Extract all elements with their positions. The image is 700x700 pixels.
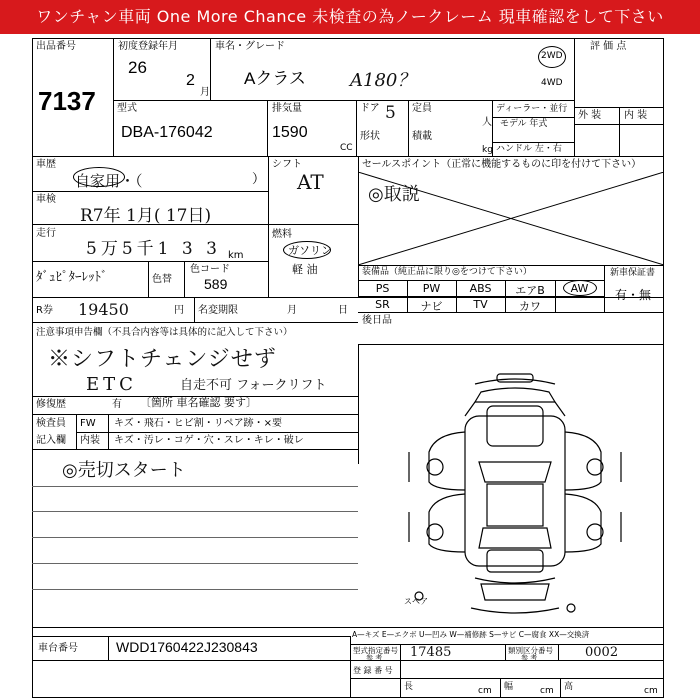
dealer-label: ディーラー・並行 — [496, 104, 568, 114]
class-value: 0002 — [585, 645, 619, 660]
width-label: 幅 — [504, 682, 514, 692]
history-close: ） — [252, 172, 266, 187]
inspector-label: 検査員 — [36, 418, 66, 429]
recycle-label: R券 — [36, 305, 53, 316]
class-ref: 参 考 — [521, 654, 538, 662]
interior-options: キズ・汚レ・コゲ・穴・スレ・キレ・破レ — [114, 435, 304, 446]
recycle-value: 19450 — [78, 300, 129, 319]
notes-line3: 自走不可 フォークリフト — [180, 378, 327, 393]
notes-line2: ETC — [86, 374, 137, 395]
handle-label: ハンドル 左・右 — [496, 144, 562, 154]
equip-abs: ABS — [469, 282, 492, 295]
color-code-label: 色コード — [190, 264, 230, 275]
history-circle — [73, 167, 125, 187]
score-label: 評 価 点 — [590, 41, 627, 52]
interior-check-label: 内装 — [80, 435, 100, 446]
repair-history-value: 有 — [112, 399, 122, 410]
inspection-label: 車検 — [36, 194, 56, 205]
shift-value: AT — [297, 170, 324, 194]
km-unit: km — [228, 250, 244, 261]
spare-label: スペア — [404, 597, 428, 606]
capacity-label: 定員 — [412, 103, 432, 114]
fuel-diesel: 軽 油 — [292, 263, 318, 276]
car-name-label: 車名・グレード — [215, 41, 285, 52]
backup-items-label: 後日品 — [362, 315, 392, 326]
height-label: 高 — [564, 682, 574, 692]
equip-tv: TV — [473, 298, 488, 311]
registration-label: 登 録 番 号 — [353, 666, 393, 675]
doors-label: ドア — [360, 103, 380, 114]
fuel-gasoline: ガソリン — [288, 244, 332, 257]
model-type-label: 型式 — [117, 103, 137, 114]
history-label: 車歴 — [36, 159, 56, 170]
shift-label: シフト — [272, 159, 302, 170]
lot-number: 7137 — [38, 86, 96, 116]
name-change-label: 名変期限 — [198, 305, 238, 316]
warning-banner: ワンチャン車両 One More Chance 未検査の為ノークレーム 現車確認をして下さい — [0, 0, 700, 34]
equip-sr: SR — [375, 298, 390, 311]
equip-aw: AW — [570, 282, 589, 295]
equip-ps: PS — [375, 282, 390, 295]
yen-unit: 円 — [174, 305, 184, 316]
height-unit: cm — [644, 686, 658, 696]
chassis-label: 車台番号 — [38, 643, 78, 654]
mileage-label: 走行 — [36, 228, 56, 239]
month-unit: 月 — [200, 87, 210, 98]
fuel-circle — [283, 241, 331, 259]
repair-history-label: 修復歴 — [36, 399, 66, 410]
damage-legend: A—キズ E—エクボ U—凹み W—補修跡 S—サビ C—腐食 XX—交換済 — [352, 630, 590, 639]
inspection-date: R7年 1月( 17日) — [80, 206, 212, 226]
fw-label: FW — [80, 418, 96, 429]
car-damage-diagram — [395, 372, 635, 622]
chassis-number: WDD1760422J230843 — [116, 639, 258, 655]
kg-unit: kg — [482, 145, 493, 155]
mileage: 5万5千1 3 3 — [86, 239, 221, 259]
equip-leather: カワ — [519, 300, 541, 313]
type-cert-ref: 参 考 — [366, 654, 383, 662]
drive-4wd: 4WD — [541, 78, 563, 88]
warranty-label: 新車保証書 — [610, 268, 656, 278]
repair-history-detail: 〔箇所 車名確認 要す〕 — [140, 396, 257, 409]
model-year-label: モデル 年式 — [500, 119, 548, 129]
equip-navi: ナビ — [420, 300, 443, 313]
name-change-day: 日 — [338, 305, 348, 316]
length-unit: cm — [478, 686, 492, 696]
fw-options: キズ・飛石・ヒビ割・リペア跡・×要 — [114, 418, 282, 429]
equip-airbag: エアB — [515, 284, 545, 297]
capacity-unit: 人 — [482, 117, 492, 128]
doors: 5 — [385, 103, 396, 123]
load-label: 積載 — [412, 131, 432, 142]
fuel-label: 燃料 — [272, 229, 292, 240]
equipment-label: 装備品（純正品に限り◎をつけて下さい） — [362, 267, 532, 277]
interior-label: 内 装 — [624, 110, 648, 121]
selling-points-note: ◎取説 — [368, 184, 420, 205]
type-cert-label: 型式指定番号 — [353, 646, 398, 655]
color-change-label: 色替 — [152, 274, 172, 285]
lot-number-label: 出品番号 — [36, 41, 76, 52]
exterior-label: 外 装 — [578, 110, 602, 121]
equip-aw-circle — [563, 280, 597, 296]
model-type: DBA-176042 — [121, 124, 213, 141]
warranty-value: 有・無 — [615, 288, 652, 302]
grade-handwritten: A180？ — [350, 70, 416, 91]
name-change-month: 月 — [287, 305, 297, 316]
entry-label: 記入欄 — [36, 435, 66, 446]
color-code: 589 — [204, 276, 228, 292]
notes-label: 注意事項申告欄（不具合内容等は具体的に記入して下さい） — [36, 327, 293, 338]
first-registration-label: 初度登録年月 — [118, 41, 178, 52]
car-name: Aクラス — [244, 69, 306, 88]
displacement-label: 排気量 — [272, 103, 302, 114]
first-registration-month: 2 — [186, 72, 195, 89]
drive-2wd: 2WD — [541, 51, 563, 61]
history-value: 自家用・（ — [75, 172, 143, 190]
equip-pw: PW — [422, 282, 441, 295]
inspector-note: ◎売切スタート — [62, 460, 186, 481]
length-label: 長 — [404, 682, 414, 692]
width-unit: cm — [540, 686, 554, 696]
color-name: ﾀﾞｭﾋﾟﾀｰﾚｯﾄﾞ — [36, 270, 108, 285]
displacement: 1590 — [272, 124, 308, 141]
notes-line1: ※シフトチェンジせず — [48, 347, 277, 372]
selling-points-label: セールスポイント（正常に機能するものに印を付けて下さい） — [362, 159, 642, 170]
class-label: 類別区分番号 — [508, 646, 553, 655]
cc-unit: CC — [340, 143, 353, 153]
shape-label: 形状 — [360, 131, 380, 142]
type-cert-value: 17485 — [410, 645, 452, 660]
first-registration-year: 26 — [128, 58, 147, 77]
